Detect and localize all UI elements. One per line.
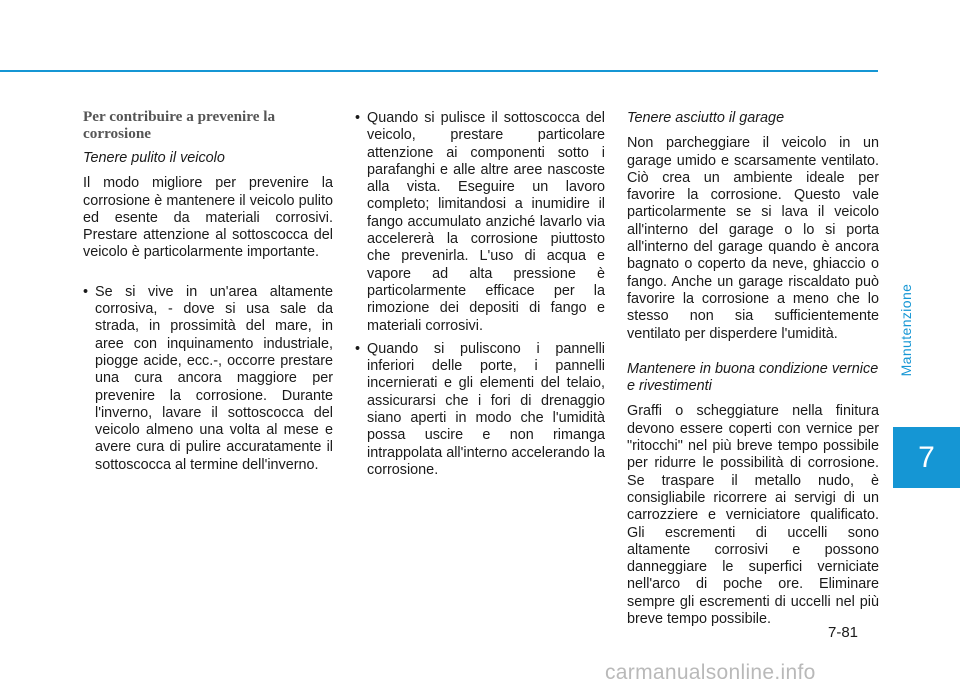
- chapter-tab: [893, 427, 960, 488]
- chapter-number: 7: [918, 441, 935, 474]
- paragraph-dry-garage: Non parcheggiare il veicolo in un garage umido e scarsamente ventilato. Ciò crea un ambiente ideale per favorire la corrosione. Questo vale particolarmente se si lava il veicolo all'interno del garage o lo si porta all'interno del garage quando è ancora bagnato o coperto da neve, ghiaccio o fango. Anche un garage riscaldato può favorire la corrosione a meno che lo stesso non sia sufficientemente ventilato per disperdere l'umidità.: [627, 135, 879, 342]
- paragraph-paint-condition: Graffi o scheggiature nella finitura devono essere coperti con vernice per "ritocchi" nel più breve tempo possibile per ridurre le possibilità di corrosione. Se traspare il metallo nudo, è consigliabile ricorrere ai servigi di un carrozziere e verniciatore qualificato. Gli escrementi di uccelli sono altamente corrosivi e possono danneggiare le superfici verniciate nell'arco di poche ore. Eliminare sempre gli escrementi di uccelli nel più breve tempo possibile.: [627, 403, 879, 628]
- page-number: 7-81: [828, 624, 859, 641]
- subheading-dry-garage: Tenere asciutto il garage: [627, 110, 785, 126]
- bullet-icon: •: [355, 340, 361, 357]
- column-left: [83, 108, 333, 480]
- bullet-list-middle: [355, 110, 605, 479]
- bullet-icon: •: [83, 283, 89, 300]
- list-item: • Quando si pulisce il sottoscocca del veicolo, prestare particolare attenzione ai componenti sotto i parafanghi e alle altre aree nascoste alla vista. Eseguire un lavoro completo; limitandosi a inumidire il fango accumulato anziché lavarlo via accelererà la corrosione piuttosto che prevenirla. L'uso di acqua e vapore ad alta pressione è particolarmente efficace per la rimozione dei depositi di fango e materiali corrosivi.: [355, 110, 605, 334]
- header-rule: [0, 70, 878, 72]
- bullet-list-left: [83, 284, 333, 474]
- list-item: • Se si vive in un'area altamente corrosiva, - dove si usa sale da strada, in prossimità del mare, in aree con inquinamento industriale, piogge acide, ecc.-, occorre prestare una cura ancora maggiore per prevenire la corrosione. Durante l'inverno, lavare il sottoscocca del veicolo almeno una volta al mese e avere cura di pulire accuratamente il sottoscocca al termine dell'inverno.: [83, 283, 333, 473]
- subheading-paint-condition: Mantenere in buona condizione vernice e rivestimenti: [627, 360, 879, 395]
- subheading-keep-clean: Tenere pulito il veicolo: [83, 150, 225, 166]
- column-right: [627, 110, 879, 628]
- paragraph-keep-clean: Il modo migliore per prevenire la corrosione è mantenere il veicolo pulito ed esente da materiali corrosivi. Prestare attenzione al sottoscocca del veicolo è particolarmente importante.: [83, 175, 333, 261]
- list-item: • Quando si puliscono i pannelli inferiori delle porte, i pannelli incernierati e gli elementi del telaio, assicurarsi che i fori di drenaggio siano aperti in modo che l'umidità possa uscire e non rimanga intrappolata all'interno accelerando la corrosione.: [355, 340, 605, 478]
- bullet-icon: •: [355, 110, 361, 126]
- chapter-label: Manutenzione: [898, 283, 914, 377]
- column-middle: [355, 110, 605, 485]
- watermark: carmanualsonline.info: [605, 661, 816, 684]
- section-title: Per contribuire a prevenire la corrosione: [83, 108, 276, 142]
